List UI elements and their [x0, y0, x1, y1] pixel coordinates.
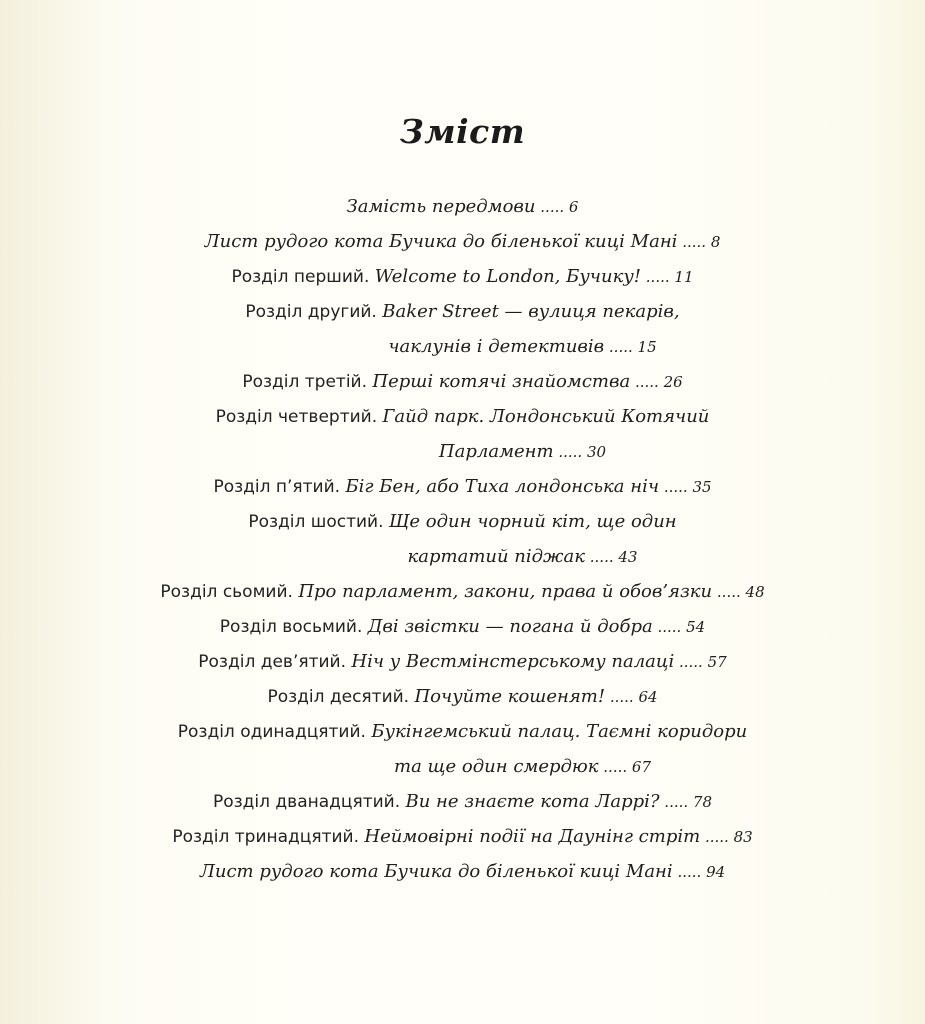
chapter-title: картатий піджак — [407, 546, 585, 567]
leader-dots: ..... — [700, 828, 734, 846]
leader-dots: ..... — [641, 268, 675, 286]
page-number: 78 — [692, 793, 713, 811]
page-number: 26 — [663, 373, 683, 391]
chapter-label: Розділ четвертий. — [215, 407, 383, 427]
chapter-title: Замість передмови — [346, 196, 536, 217]
toc-entry-line — [0, 610, 925, 645]
chapter-label: Розділ третій. — [242, 372, 373, 392]
chapter-title: Гайд парк. Лондонський Котячий — [382, 406, 710, 427]
toc-entry — [0, 575, 925, 610]
page-number: 11 — [674, 268, 694, 286]
page-number: 94 — [706, 863, 726, 881]
chapter-title: Welcome to London, Бучику! — [374, 266, 642, 287]
leader-dots: ..... — [604, 338, 638, 356]
page-number: 6 — [568, 198, 579, 216]
toc-entry-line — [0, 470, 925, 505]
toc-entry — [0, 645, 925, 680]
toc-entry-line — [0, 540, 925, 575]
chapter-label: Розділ тринадцятий. — [172, 827, 365, 847]
chapter-title: Лист рудого кота Бучика до біленької киці Мані — [199, 861, 673, 882]
page-number: 83 — [733, 828, 753, 846]
leader-dots: ..... — [605, 688, 639, 706]
toc-entry-line — [0, 750, 925, 785]
toc-entry-line — [0, 645, 925, 680]
page-title: Зміст — [399, 112, 526, 151]
toc-entry — [0, 610, 925, 645]
chapter-label: Розділ сьомий. — [160, 582, 299, 602]
chapter-title: Про парламент, закони, права й обов’язки — [298, 581, 713, 602]
page-number: 64 — [638, 688, 658, 706]
leader-dots: ..... — [585, 548, 619, 566]
toc-entry — [0, 820, 925, 855]
leader-dots: ..... — [659, 478, 693, 496]
chapter-label: Розділ восьмий. — [219, 617, 368, 637]
table-of-contents — [0, 190, 925, 890]
page-number: 35 — [692, 478, 712, 496]
page-number: 30 — [586, 443, 607, 461]
leader-dots: ..... — [553, 443, 587, 461]
page-number: 57 — [707, 653, 727, 671]
leader-dots: ..... — [659, 793, 693, 811]
chapter-label: Розділ шостий. — [248, 512, 389, 532]
chapter-title: Ще один чорний кіт, ще один — [388, 511, 677, 532]
toc-entry — [0, 715, 925, 785]
toc-entry — [0, 785, 925, 820]
toc-entry — [0, 295, 925, 365]
chapter-title: Ви не знаєте кота Ларрі? — [405, 791, 660, 812]
chapter-label: Розділ одинадцятий. — [177, 722, 372, 742]
toc-entry — [0, 855, 925, 890]
toc-entry — [0, 190, 925, 225]
chapter-title: Біг Бен, або Тиха лондонська ніч — [345, 476, 660, 497]
page-number: 67 — [631, 758, 651, 776]
toc-entry-line — [0, 575, 925, 610]
toc-entry — [0, 680, 925, 715]
chapter-title: Парламент — [438, 441, 554, 462]
chapter-label: Розділ перший. — [231, 267, 375, 287]
chapter-title: Почуйте кошенят! — [414, 686, 606, 707]
chapter-title: Ніч у Вестмінстерському палаці — [351, 651, 675, 672]
toc-entry-line — [0, 820, 925, 855]
chapter-title: Дві звістки — погана й добра — [367, 616, 653, 637]
toc-entry-line — [0, 680, 925, 715]
toc-entry-line — [0, 225, 925, 260]
toc-entry — [0, 225, 925, 260]
toc-entry-line — [0, 400, 925, 435]
toc-entry-line — [0, 505, 925, 540]
page-number: 54 — [686, 618, 706, 636]
page-number: 48 — [745, 583, 765, 601]
toc-entry-line — [0, 295, 925, 330]
page-number: 15 — [637, 338, 657, 356]
toc-entry-line — [0, 715, 925, 750]
leader-dots: ..... — [672, 863, 707, 881]
chapter-title: Baker Street — вулиця пекарів, — [382, 301, 680, 322]
toc-entry-line — [0, 190, 925, 225]
chapter-title: Букінгемський палац. Таємні коридори — [371, 721, 748, 742]
chapter-title: Перші котячі знайомства — [372, 371, 631, 392]
chapter-title: чаклунів і детективів — [388, 336, 605, 357]
toc-entry-line — [0, 855, 925, 890]
toc-entry-line — [0, 435, 925, 470]
chapter-label: Розділ дев’ятий. — [198, 652, 352, 672]
toc-entry — [0, 505, 925, 575]
chapter-label: Розділ дванадцятий. — [212, 792, 406, 812]
toc-entry — [0, 470, 925, 505]
leader-dots: ..... — [598, 758, 632, 776]
page-number: 8 — [710, 233, 721, 251]
leader-dots: ..... — [535, 198, 569, 216]
toc-entry-line — [0, 260, 925, 295]
leader-dots: ..... — [677, 233, 711, 251]
toc-entry — [0, 365, 925, 400]
toc-entry-line — [0, 330, 925, 365]
toc-entry-line — [0, 365, 925, 400]
leader-dots: ..... — [674, 653, 708, 671]
chapter-title: Неймовірні події на Даунінг стріт — [364, 826, 701, 847]
chapter-title: та ще один смердюк — [394, 756, 599, 777]
leader-dots: ..... — [630, 373, 664, 391]
leader-dots: ..... — [652, 618, 687, 636]
leader-dots: ..... — [712, 583, 746, 601]
toc-entry — [0, 400, 925, 470]
chapter-label: Розділ десятий. — [267, 687, 415, 707]
toc-entry-line — [0, 785, 925, 820]
chapter-label: Розділ п’ятий. — [213, 477, 346, 497]
chapter-label: Розділ другий. — [245, 302, 383, 322]
toc-entry — [0, 260, 925, 295]
chapter-title: Лист рудого кота Бучика до біленької киці Мані — [204, 231, 678, 252]
page-number: 43 — [618, 548, 638, 566]
